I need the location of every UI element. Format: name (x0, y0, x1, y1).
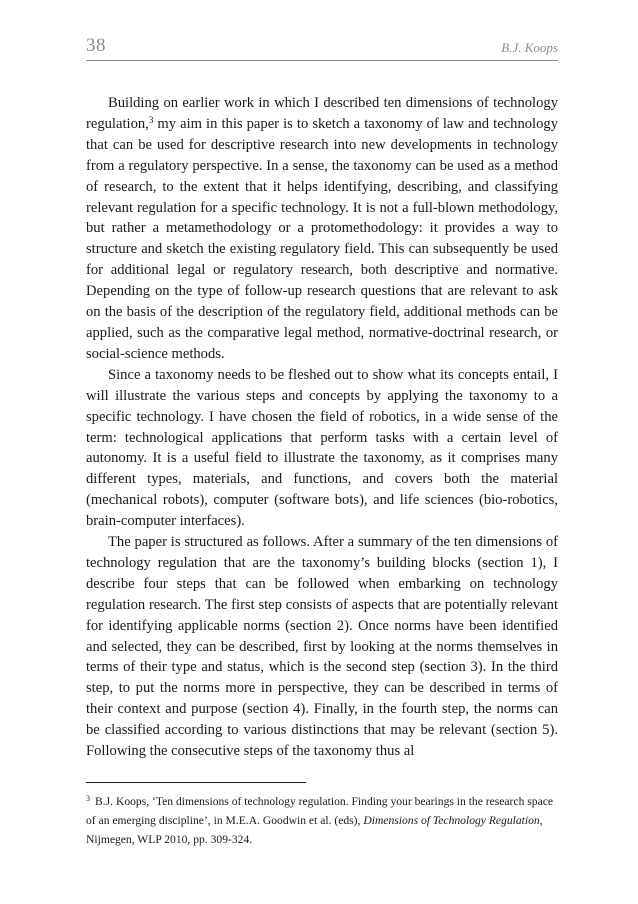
footnote (86, 792, 558, 849)
footnote-book-title: Dimensions of Technology Regulation (363, 814, 540, 827)
footnote-number: 3 (86, 794, 90, 803)
running-author: B.J. Koops (501, 40, 558, 55)
footnote-text-after: , Nijmegen, WLP 2010, pp. 309-324. (86, 814, 543, 846)
page-number: 38 (86, 35, 106, 56)
footnote-text-before: B.J. Koops, ‘Ten dimensions of technology regulation. Finding your bearings in the research space of an emerging discipline’, in M.E.A. Goodwin et al. (eds), (86, 795, 554, 827)
paragraph-3: The paper is structured as follows. After a summary of the ten dimensions of technology regulation that are the taxonomy’s building blocks (section 1), I describe four steps that can be followed when embarking on technology regulation research. The first step consists of aspects that are potentially relevant for identifying applicable norms (section 2). Once norms have been identified and selected, they can be described, first by looking at the norms themselves in terms of their type and status, which is the second step (section 3). In the third step, to put the norms more in perspective, they can be described in terms of their context and purpose (section 4). Finally, in the fourth step, the norms can be classified according to various distinctions that may be relevant (section 5). Following the consecutive steps of the taxonomy thus al (86, 534, 558, 760)
paragraph-1 (86, 93, 558, 365)
paragraph-1-text-before-ref: Building on earlier work in which I described ten dimensions of technology regulation, (86, 95, 558, 132)
body-text (86, 93, 558, 762)
footnote-reference: 3 (148, 114, 154, 125)
paragraph-2: Since a taxonomy needs to be fleshed out to show what its concepts entail, I will illustrate the various steps and concepts by applying the taxonomy to a specific technology. I have chosen the field of robotics, in a wide sense of the term: technological applications that perform tasks with a certain level of autonomy. It is a useful field to illustrate the taxonomy, as it comprises many different types, materials, and functions, and covers both the material (mechanical robots), computer (software bots), and life sciences (bio-robotics, brain-computer interfaces). (86, 366, 558, 530)
paragraph-1-text-after-ref: my aim in this paper is to sketch a taxonomy of law and technology that can be used for descriptive research into new developments in technology from a regulatory perspective. In a sense, the taxonomy can be used as a method of research, to the extent that it helps identifying, describing, and classifying relevant regulation for a specific technology. It is not a full-blown methodology, but rather a metamethodology or a protomethodology: it provides a way to structure and sketch the existing regulatory field. This can subsequently be used for additional legal or regulatory research, both descriptive and normative. Depending on the type of follow-up research questions that are relevant to ask on the basis of the description of the regulatory field, additional methods can be applied, such as the comparative legal method, normative-doctrinal research, or social-science methods. (86, 115, 558, 362)
running-head (86, 35, 558, 61)
footnote-divider (86, 782, 306, 783)
